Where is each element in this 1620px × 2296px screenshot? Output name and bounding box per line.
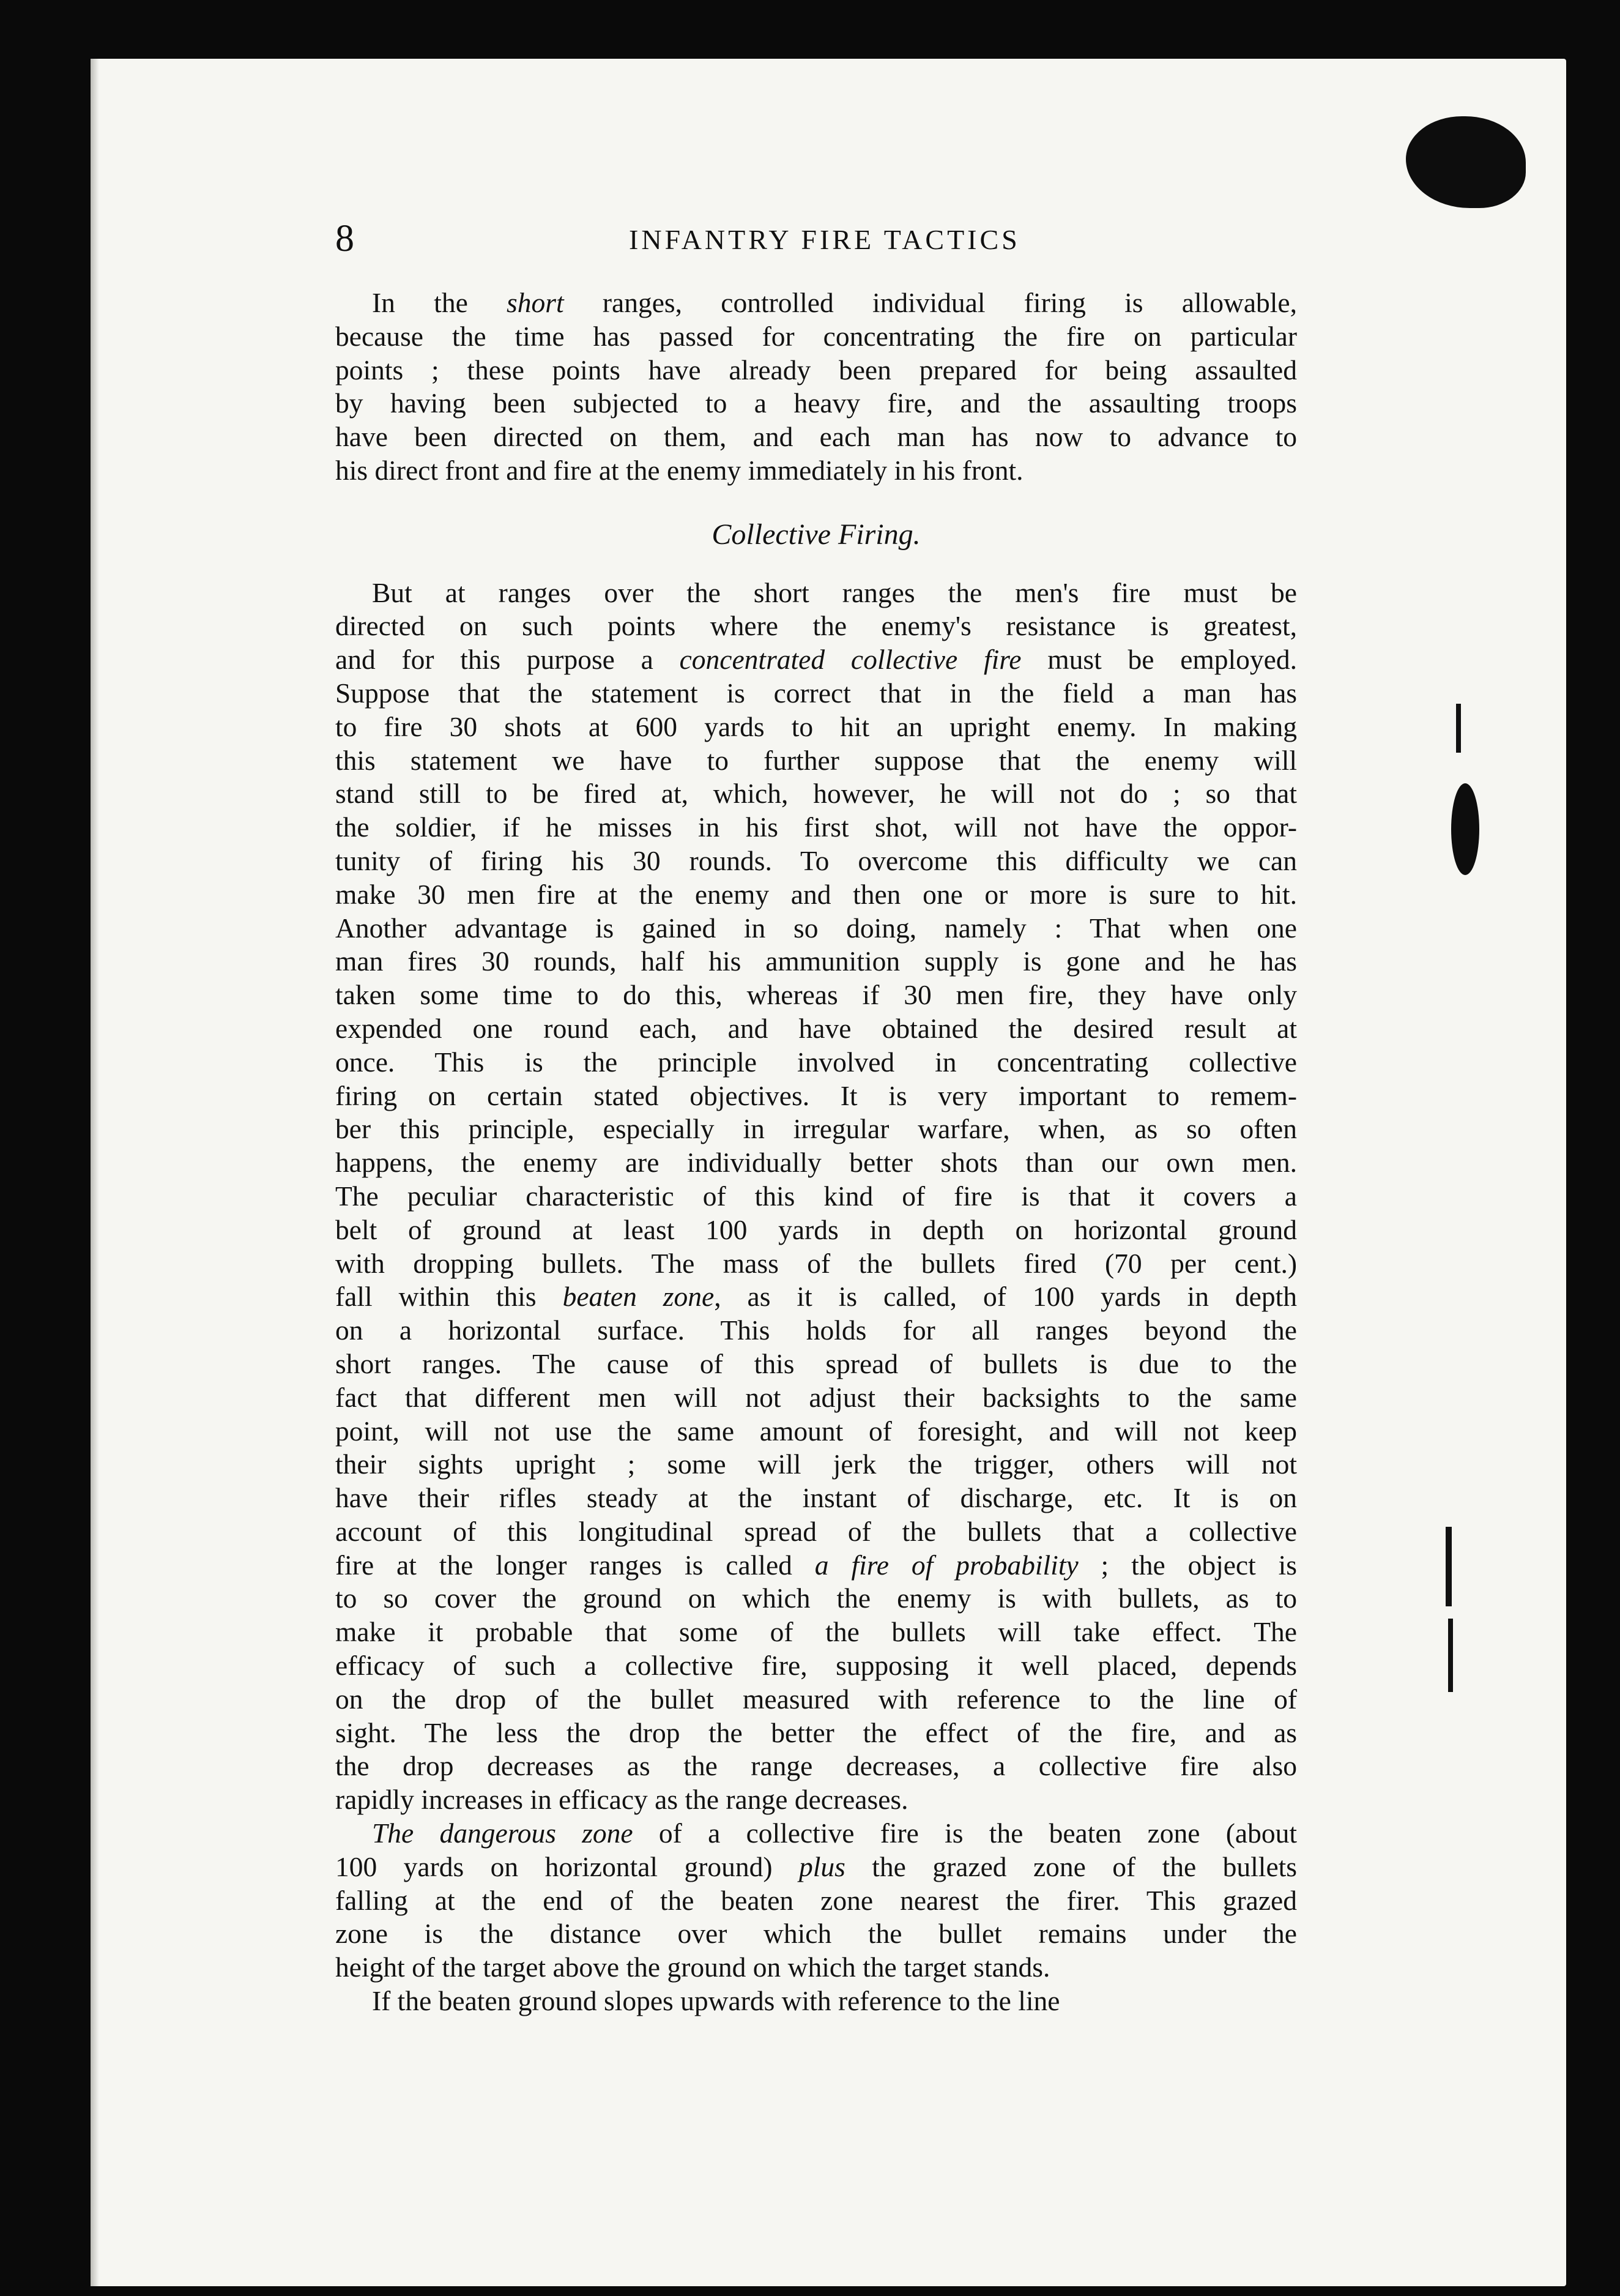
text-line <box>335 1280 1297 1314</box>
text-run: make it probable that some of the bullets will take effect. The <box>335 1616 1297 1648</box>
text-run: on a horizontal surface. This holds for all ranges beyond the <box>335 1314 1297 1346</box>
text-run: fire at the longer ranges is called <box>335 1549 815 1581</box>
text-line <box>335 1381 1297 1415</box>
text-line <box>335 1884 1297 1918</box>
text-line <box>335 1012 1297 1046</box>
text-run: beaten zone <box>562 1281 715 1313</box>
section-title: Collective Firing. <box>712 518 921 551</box>
text-run: point, will not use the same amount of foresight, and will not keep <box>335 1415 1297 1447</box>
text-run: man fires 30 rounds, half his ammunition supply is gone and he has <box>335 945 1297 977</box>
text-run: short ranges. The cause of this spread of bullets is due to the <box>335 1347 1297 1379</box>
text-line <box>335 1180 1297 1213</box>
text-run: Another advantage is gained in so doing, namely : That when one <box>335 912 1297 944</box>
text-run: this statement we have to further suppose that the enemy will <box>335 744 1297 776</box>
text-line <box>335 609 1297 643</box>
text-run: falling at the end of the beaten zone nearest the firer. This grazed <box>335 1884 1297 1916</box>
text-line <box>335 1616 1297 1649</box>
text-line <box>335 320 1297 354</box>
scan-mark <box>1456 704 1461 753</box>
text-run: to so cover the ground on which the enemy is with bullets, as to <box>335 1582 1297 1614</box>
text-run: fact that different men will not adjust their backsights to the same <box>335 1381 1297 1413</box>
text-line <box>335 286 1297 320</box>
paragraph-short-ranges <box>335 286 1297 488</box>
text-run: tunity of firing his 30 rounds. To overcome this difficulty we can <box>335 844 1297 876</box>
text-run: the soldier, if he misses in his first shot, will not have the oppor- <box>335 811 1297 843</box>
text-run: stand still to be fired at, which, however, he will not do ; so that <box>335 778 1297 810</box>
text-line <box>335 1649 1297 1683</box>
text-line <box>335 1783 1297 1817</box>
text-line <box>335 710 1297 744</box>
text-run: In the <box>372 287 507 318</box>
text-run: the drop decreases as the range decreases, a collective fire also <box>335 1750 1297 1782</box>
text-run: firing on certain stated objectives. It is very important to remem- <box>335 1079 1297 1111</box>
text-line <box>335 677 1297 710</box>
text-line <box>335 1582 1297 1616</box>
text-run: make 30 men fire at the enemy and then one or more is sure to hit. <box>335 878 1297 910</box>
text-run: his direct front and fire at the enemy immediately in his front. <box>335 454 1024 486</box>
text-line <box>335 1716 1297 1750</box>
text-line <box>335 1985 1297 2018</box>
text-run: 100 yards on horizontal ground) <box>335 1851 799 1882</box>
text-run: plus <box>799 1851 845 1882</box>
text-run: their sights upright ; some will jerk the trigger, others will not <box>335 1448 1297 1480</box>
text-run: concentrated collective fire <box>679 644 1022 676</box>
text-run: of a collective fire is the beaten zone (about <box>633 1817 1298 1849</box>
text-line <box>335 811 1297 844</box>
text-run: rapidly increases in efficacy as the range decreases. <box>335 1784 908 1816</box>
text-run: efficacy of such a collective fire, supposing it well placed, depends <box>335 1650 1297 1682</box>
body-text <box>335 286 1297 2018</box>
text-run: The dangerous zone <box>372 1817 633 1849</box>
text-line <box>335 1046 1297 1079</box>
text-run: ber this principle, especially in irregular warfare, when, as so often <box>335 1113 1297 1145</box>
scan-mark <box>1448 1619 1453 1692</box>
text-run: sight. The less the drop the better the effect of the fire, and as <box>335 1716 1297 1748</box>
page-header <box>335 217 1297 260</box>
text-run: belt of ground at least 100 yards in depth on horizontal ground <box>335 1213 1297 1245</box>
text-run: have their rifles steady at the instant of discharge, etc. It is on <box>335 1482 1297 1514</box>
ink-blot <box>1451 783 1479 875</box>
text-run: points ; these points have already been prepared for being assaulted <box>335 354 1297 386</box>
text-line <box>335 1951 1297 1985</box>
text-run: Suppose that the statement is correct that in the field a man has <box>335 677 1297 709</box>
text-line <box>335 1347 1297 1381</box>
text-line <box>335 1247 1297 1281</box>
text-line <box>335 1817 1297 1851</box>
text-line <box>335 1515 1297 1549</box>
text-line <box>335 1113 1297 1146</box>
text-run: a fire of probability <box>814 1549 1079 1581</box>
page-number: 8 <box>335 218 354 259</box>
text-line <box>335 1448 1297 1482</box>
text-line <box>335 1079 1297 1113</box>
text-line <box>335 1482 1297 1515</box>
text-run: expended one round each, and have obtained the desired result at <box>335 1012 1297 1044</box>
text-run: directed on such points where the enemy's resistance is greatest, <box>335 610 1297 642</box>
text-line <box>335 1750 1297 1783</box>
text-run: with dropping bullets. The mass of the bullets fired (70 per cent.) <box>335 1247 1297 1279</box>
text-line <box>335 1851 1297 1884</box>
text-line <box>335 978 1297 1012</box>
text-run: fall within this <box>335 1281 563 1313</box>
text-line <box>335 1415 1297 1448</box>
text-line <box>335 354 1297 387</box>
scan-mark <box>1446 1527 1452 1606</box>
text-run: must be employed. <box>1021 644 1297 676</box>
text-run: happens, the enemy are individually better shots than our own men. <box>335 1147 1297 1179</box>
text-line <box>335 1683 1297 1716</box>
paragraph-dangerous-zone <box>335 1817 1297 1985</box>
text-run: once. This is the principle involved in concentrating collective <box>335 1046 1297 1078</box>
text-run: account of this longitudinal spread of the bullets that a collective <box>335 1515 1297 1547</box>
text-run: and for this purpose a <box>335 644 680 676</box>
text-run: by having been subjected to a heavy fire, and the assaulting troops <box>335 387 1297 419</box>
text-run: ranges, controlled individual firing is allowable, <box>563 287 1297 318</box>
text-run: But at ranges over the short ranges the men's fire must be <box>372 576 1297 608</box>
text-run: height of the target above the ground on which the target stands. <box>335 1951 1050 1983</box>
text-run: If the beaten ground slopes upwards with reference to the line <box>372 1985 1060 2017</box>
text-run: because the time has passed for concentrating the fire on particular <box>335 320 1297 352</box>
text-run: the grazed zone of the bullets <box>845 1851 1297 1882</box>
text-run: , as it is called, of 100 yards in depth <box>714 1281 1297 1313</box>
text-line <box>335 1213 1297 1247</box>
text-line <box>335 387 1297 420</box>
running-head: INFANTRY FIRE TACTICS <box>629 224 1020 255</box>
text-line <box>335 1917 1297 1951</box>
text-run: have been directed on them, and each man has now to advance to <box>335 421 1297 453</box>
text-run: The peculiar characteristic of this kind of fire is that it covers a <box>335 1180 1297 1212</box>
page-edge-shadow <box>91 59 99 2286</box>
text-line <box>335 454 1297 488</box>
text-run: taken some time to do this, whereas if 30 men fire, they have only <box>335 979 1297 1011</box>
paragraph-collective-firing <box>335 576 1297 1817</box>
text-line <box>335 777 1297 811</box>
text-line <box>335 945 1297 978</box>
text-line <box>335 912 1297 945</box>
text-run: short <box>507 287 564 318</box>
text-line <box>335 420 1297 454</box>
text-line <box>335 878 1297 912</box>
text-line <box>335 744 1297 778</box>
text-run: on the drop of the bullet measured with reference to the line of <box>335 1683 1297 1715</box>
text-run: zone is the distance over which the bullet remains under the <box>335 1918 1297 1950</box>
text-line <box>335 844 1297 878</box>
text-run: to fire 30 shots at 600 yards to hit an upright enemy. In making <box>335 710 1297 742</box>
text-line <box>335 1549 1297 1582</box>
text-line <box>335 643 1297 677</box>
text-run: ; the object is <box>1078 1549 1297 1581</box>
text-line <box>335 1314 1297 1347</box>
text-line <box>335 576 1297 610</box>
text-line <box>335 1146 1297 1180</box>
paragraph-beaten-ground <box>335 1985 1297 2018</box>
